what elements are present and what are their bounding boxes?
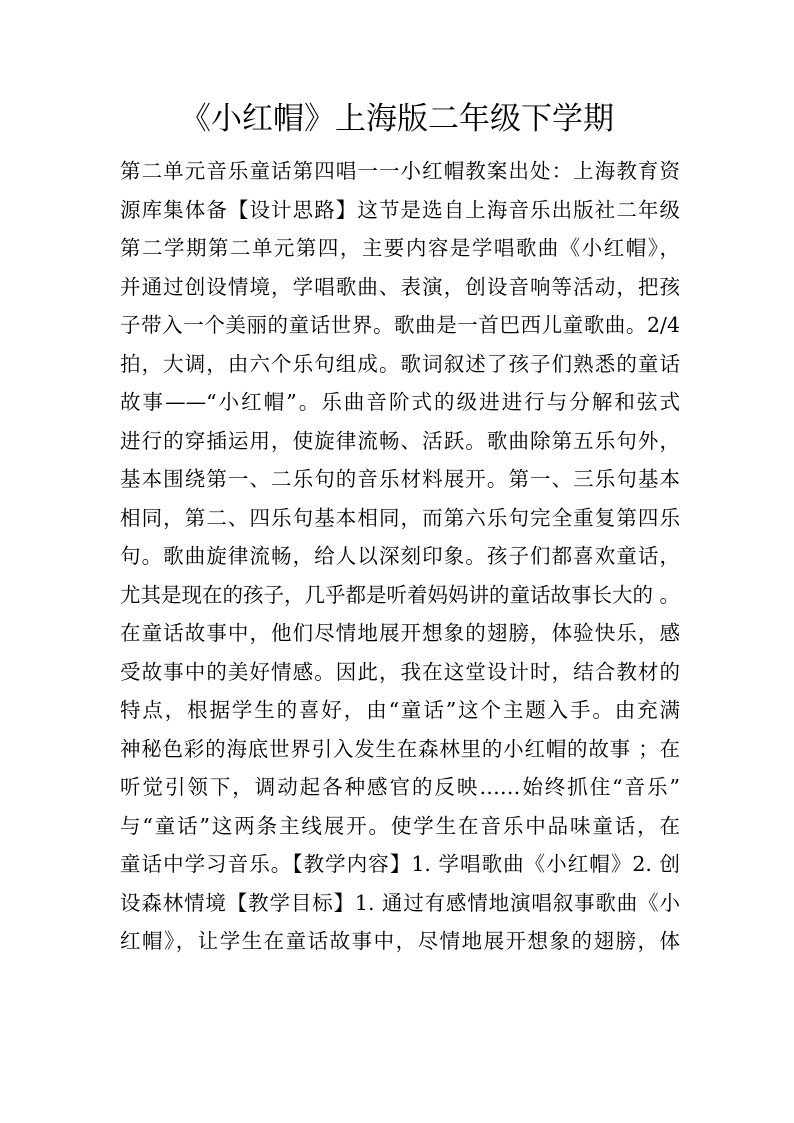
text-line: 在童话故事中，他们尽情地展开想象的翅膀，体验快乐，感 bbox=[120, 621, 680, 645]
text-line: 并通过创设情境，学唱歌曲、表演，创设音响等活动，把孩 bbox=[120, 274, 680, 299]
text-line: 神秘色彩的海底世界引入发生在森林里的小红帽的故事 ；在 bbox=[120, 736, 680, 761]
text-line: 特点，根据学生的喜好，由“童话”这个主题入手。由充满 bbox=[120, 698, 680, 722]
text-line: 故事——“小红帽”。乐曲音阶式的级进进行与分解和弦式 bbox=[120, 390, 680, 414]
text-line: 红帽》，让学生在童话故事中，尽情地展开想象的翅膀，体 bbox=[120, 929, 680, 953]
text-line: 尤其是现在的孩子，几乎都是听着妈妈讲的童话故事长大的 。 bbox=[120, 582, 681, 607]
text-line: 相同，第二、四乐句基本相同，而第六乐句完全重复第四乐 bbox=[120, 505, 680, 530]
text-line: 进行的穿插运用，使旋律流畅、活跃。歌曲除第五乐句外， bbox=[120, 428, 680, 453]
text-line: 设森林情境【教学目标】1. 通过有感情地演唱叙事歌曲《小 bbox=[120, 890, 680, 915]
text-line: 子带入一个美丽的童话世界。歌曲是一首巴西儿童歌曲。2/4 bbox=[120, 313, 680, 337]
text-line: 受故事中的美好情感。因此，我在这堂设计时，结合教材的 bbox=[120, 659, 680, 684]
document-title: 《小红帽》上海版二年级下学期 bbox=[180, 101, 614, 137]
text-line: 童话中学习音乐。【教学内容】1. 学唱歌曲《小红帽》2. 创 bbox=[120, 852, 680, 876]
text-line: 源库集体备【设计思路】这节是选自上海音乐出版社二年级 bbox=[120, 197, 680, 222]
body-text bbox=[120, 152, 680, 961]
text-line: 句。歌曲旋律流畅，给人以深刻印象。孩子们都喜欢童话， bbox=[120, 544, 680, 568]
text-line: 听觉引领下，调动起各种感官的反映……始终抓住“音乐” bbox=[120, 775, 680, 799]
text-line: 第二学期第二单元第四，主要内容是学唱歌曲《小红帽》， bbox=[120, 236, 680, 260]
text-line: 与“童话”这两条主线展开。使学生在音乐中品味童话，在 bbox=[120, 813, 680, 838]
text-line: 拍，大调，由六个乐句组成。歌词叙述了孩子们熟悉的童话 bbox=[120, 351, 680, 376]
text-line: 第二单元音乐童话第四唱一一小红帽教案出处：上海教育资 bbox=[120, 159, 680, 183]
text-line: 基本围绕第一、二乐句的音乐材料展开。第一、三乐句基本 bbox=[120, 467, 680, 491]
